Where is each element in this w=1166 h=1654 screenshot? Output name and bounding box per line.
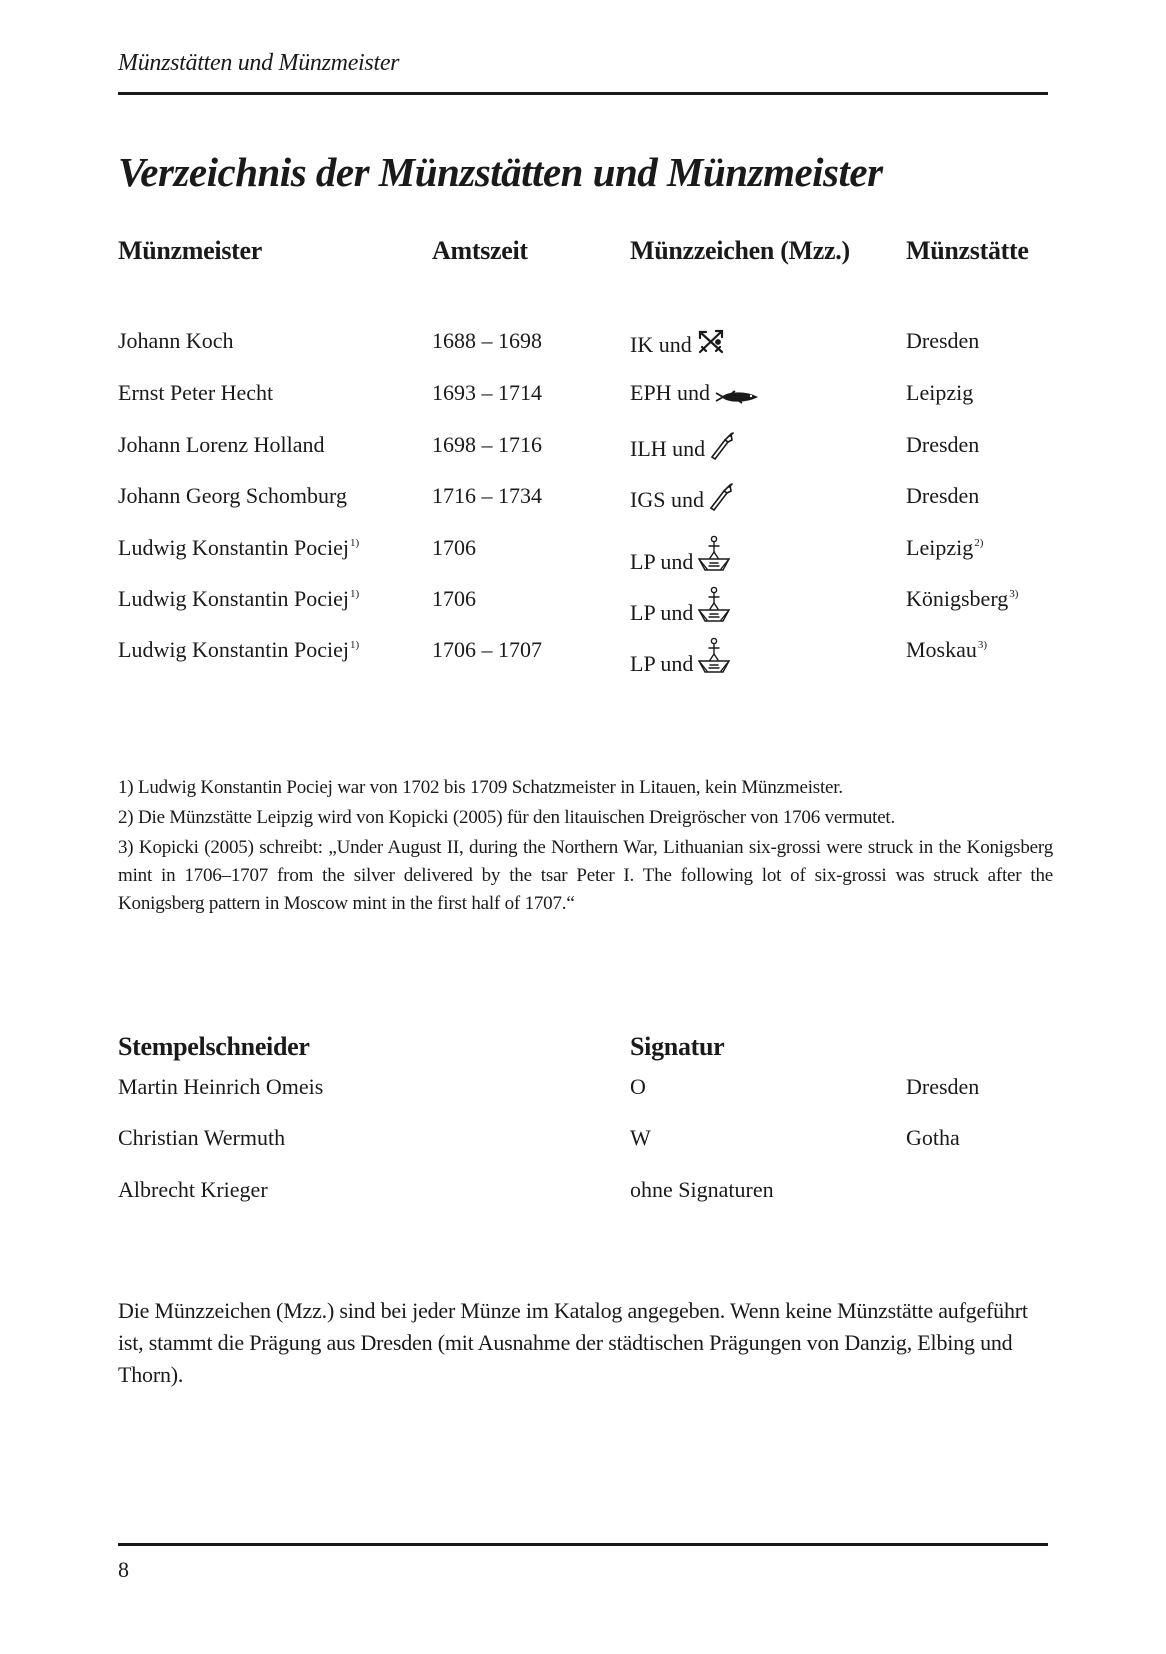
footer-rule [118,1543,1048,1546]
engraver-name: Martin Heinrich Omeis [118,1074,324,1099]
running-head: Münzstätten und Münzmeister [118,50,400,76]
figure-on-boat-icon [697,637,731,681]
column-header-mintmark: Münzzeichen (Mzz.) [630,236,850,265]
hook-pick-icon [708,483,734,517]
mint-location: Dresden [906,432,980,457]
closing-paragraph: Die Münzzeichen (Mzz.) sind bei jeder Münze im Katalog angegeben. Wenn keine Münzstätte aufgeführt ist, stammt die Prägung aus Dresden (mit Ausnahme der städtischen Prägungen von Danzig, Elbing und Thorn). [118,1298,1028,1387]
figure-on-boat-icon [697,535,731,579]
term-period: 1706 [432,586,476,611]
hook-pick-icon [709,432,735,466]
footnote-ref[interactable]: 1) [349,588,360,600]
mintmark: IK und [630,328,726,362]
column-header-engraver: Stempelschneider [118,1032,310,1061]
page-number: 8 [118,1557,129,1582]
engraver-place: Gotha [906,1125,960,1150]
footnote-3: 3) Kopicki (2005) schreibt: „Under August II, during the Northern War, Lithuanian six-grossi were struck in the Konigsberg mint in 1706–1707 from the silver delivered by the tsar Peter I. The following lot of six-grossi was struck after the Konigsberg pattern in Moscow mint in the first half of 1707.“ [118,837,1053,914]
engraver-name: Christian Wermuth [118,1125,286,1150]
term-period: 1698 – 1716 [432,432,542,457]
mint-location: Dresden [906,328,980,353]
footnote-1: 1) Ludwig Konstantin Pociej war von 1702 bis 1709 Schatzmeister in Litauen, kein Münzmeister. [118,777,843,798]
mintmark: LP und [630,637,731,681]
header-rule [118,92,1048,95]
footnote-ref[interactable]: 1) [349,639,360,651]
mintmaster-name: Ludwig Konstantin Pociej$^{1)}$ [118,535,360,560]
column-header-signature: Signatur [630,1032,725,1061]
mintmaster-name: Johann Georg Schomburg [118,483,347,508]
mintmark: ILH und [630,432,735,466]
figure-on-boat-icon [697,586,731,630]
footnote-ref[interactable]: 3) [977,639,988,651]
term-period: 1716 – 1734 [432,483,542,508]
mintmaster-name: Ernst Peter Hecht [118,380,274,405]
mintmaster-name: Ludwig Konstantin Pociej$^{1)}$ [118,637,360,662]
engraver-place: Dresden [906,1074,980,1099]
term-period: 1693 – 1714 [432,380,542,405]
mint-location: Leipzig$^{2)}$ [906,535,984,560]
engraver-signature: O [630,1074,646,1099]
mintmaster-name: Ludwig Konstantin Pociej$^{1)}$ [118,586,360,611]
crossed-arrows-icon [696,328,726,362]
footnote-ref[interactable]: 3) [1009,588,1019,600]
term-period: 1706 [432,535,476,560]
mintmaster-name: Johann Koch [118,328,234,353]
mintmark: IGS und [630,483,734,517]
mint-location: Moskau$^{3)}$ [906,637,988,662]
column-header-mintmaster: Münzmeister [118,236,262,265]
footnote-2: 2) Die Münzstätte Leipzig wird von Kopicki (2005) für den litauischen Dreigröscher von 1706 vermutet. [118,807,896,828]
column-header-mint: Münzstätte [906,236,1029,265]
mint-location: Königsberg$^{3)}$ [906,586,1019,611]
page-title: Verzeichnis der Münzstätten und Münzmeister [118,149,883,195]
term-period: 1706 – 1707 [432,637,542,662]
engraver-signature: W [630,1125,651,1150]
mintmark: LP und [630,535,731,579]
mintmaster-name: Johann Lorenz Holland [118,432,325,457]
mint-location: Dresden [906,483,980,508]
term-period: 1688 – 1698 [432,328,542,353]
pike-fish-icon [714,384,758,410]
mint-location: Leipzig [906,380,974,405]
mintmark: EPH und [630,380,758,410]
engraver-name: Albrecht Krieger [118,1177,268,1202]
column-header-period: Amtszeit [432,236,528,265]
mintmark: LP und [630,586,731,630]
footnote-ref[interactable]: 2) [974,537,984,549]
engraver-signature: ohne Signaturen [630,1177,774,1202]
footnote-ref[interactable]: 1) [349,537,360,549]
